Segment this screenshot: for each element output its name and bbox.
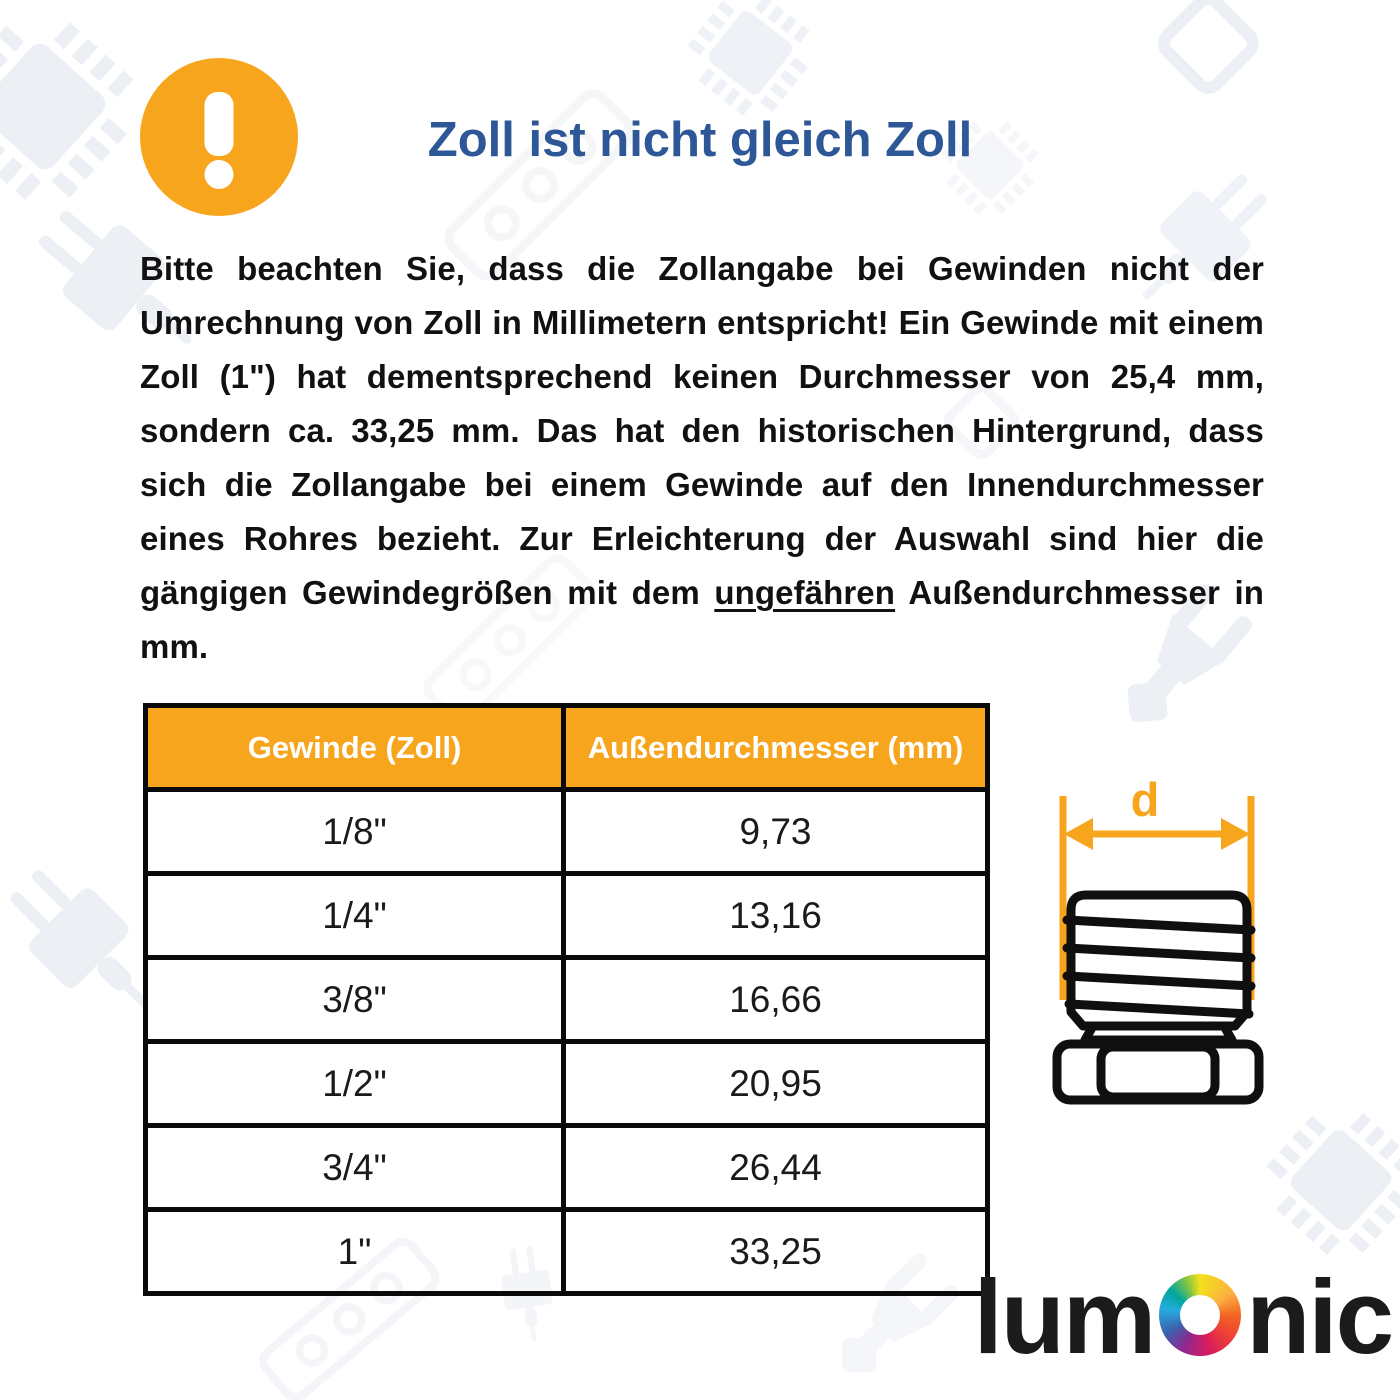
cell-zoll: 3/4" <box>146 1126 564 1210</box>
table-row <box>146 1042 988 1126</box>
body-text-underlined: ungefähren <box>714 574 896 611</box>
table-row <box>146 1210 988 1294</box>
column-header-aussendurchmesser: Außendurchmesser (mm) <box>564 706 988 790</box>
body-text-part1: Bitte beachten Sie, dass die Zollangabe bei Gewinden nicht der Umrechnung von Zoll in Millimetern entspricht! Ein Gewinde mit einem Zoll (1") hat dementsprechend keinen Durchmesser von 25,4 mm, sondern ca. 33,25 mm. Das hat den historischen Hintergrund, dass sich die Zollangabe bei einem Gewinde auf den Innendurchmesser eines Rohres bezieht. Zur Erleichterung der Auswahl sind hier die gängigen Gewindegrößen mit dem <box>140 250 1264 611</box>
body-paragraph <box>140 242 1264 674</box>
table-row <box>146 958 988 1042</box>
logo-text-pre: lum <box>973 1259 1155 1376</box>
dimension-label: d <box>1130 773 1160 826</box>
cell-zoll: 1" <box>146 1210 564 1294</box>
body-text-part2: Außendurchmesser in mm. <box>140 574 1264 665</box>
cell-zoll: 1/4" <box>146 874 564 958</box>
lumonic-logo <box>973 1259 1392 1376</box>
cell-zoll: 1/2" <box>146 1042 564 1126</box>
thread-diameter-diagram <box>1035 768 1275 1138</box>
table-row <box>146 874 988 958</box>
cell-zoll: 1/8" <box>146 790 564 874</box>
fitting-drawing <box>1057 895 1259 1100</box>
cell-mm: 20,95 <box>564 1042 988 1126</box>
column-header-gewinde: Gewinde (Zoll) <box>146 706 564 790</box>
cell-mm: 9,73 <box>564 790 988 874</box>
cell-mm: 33,25 <box>564 1210 988 1294</box>
cell-zoll: 3/8" <box>146 958 564 1042</box>
thread-size-table <box>143 703 990 1296</box>
table-row <box>146 1126 988 1210</box>
logo-o-ring-icon <box>1159 1274 1241 1356</box>
logo-text-post: nic <box>1246 1259 1392 1376</box>
table-header-row <box>146 706 988 790</box>
cell-mm: 16,66 <box>564 958 988 1042</box>
table-row <box>146 790 988 874</box>
page-title: Zoll ist nicht gleich Zoll <box>427 113 973 167</box>
cell-mm: 26,44 <box>564 1126 988 1210</box>
cell-mm: 13,16 <box>564 874 988 958</box>
